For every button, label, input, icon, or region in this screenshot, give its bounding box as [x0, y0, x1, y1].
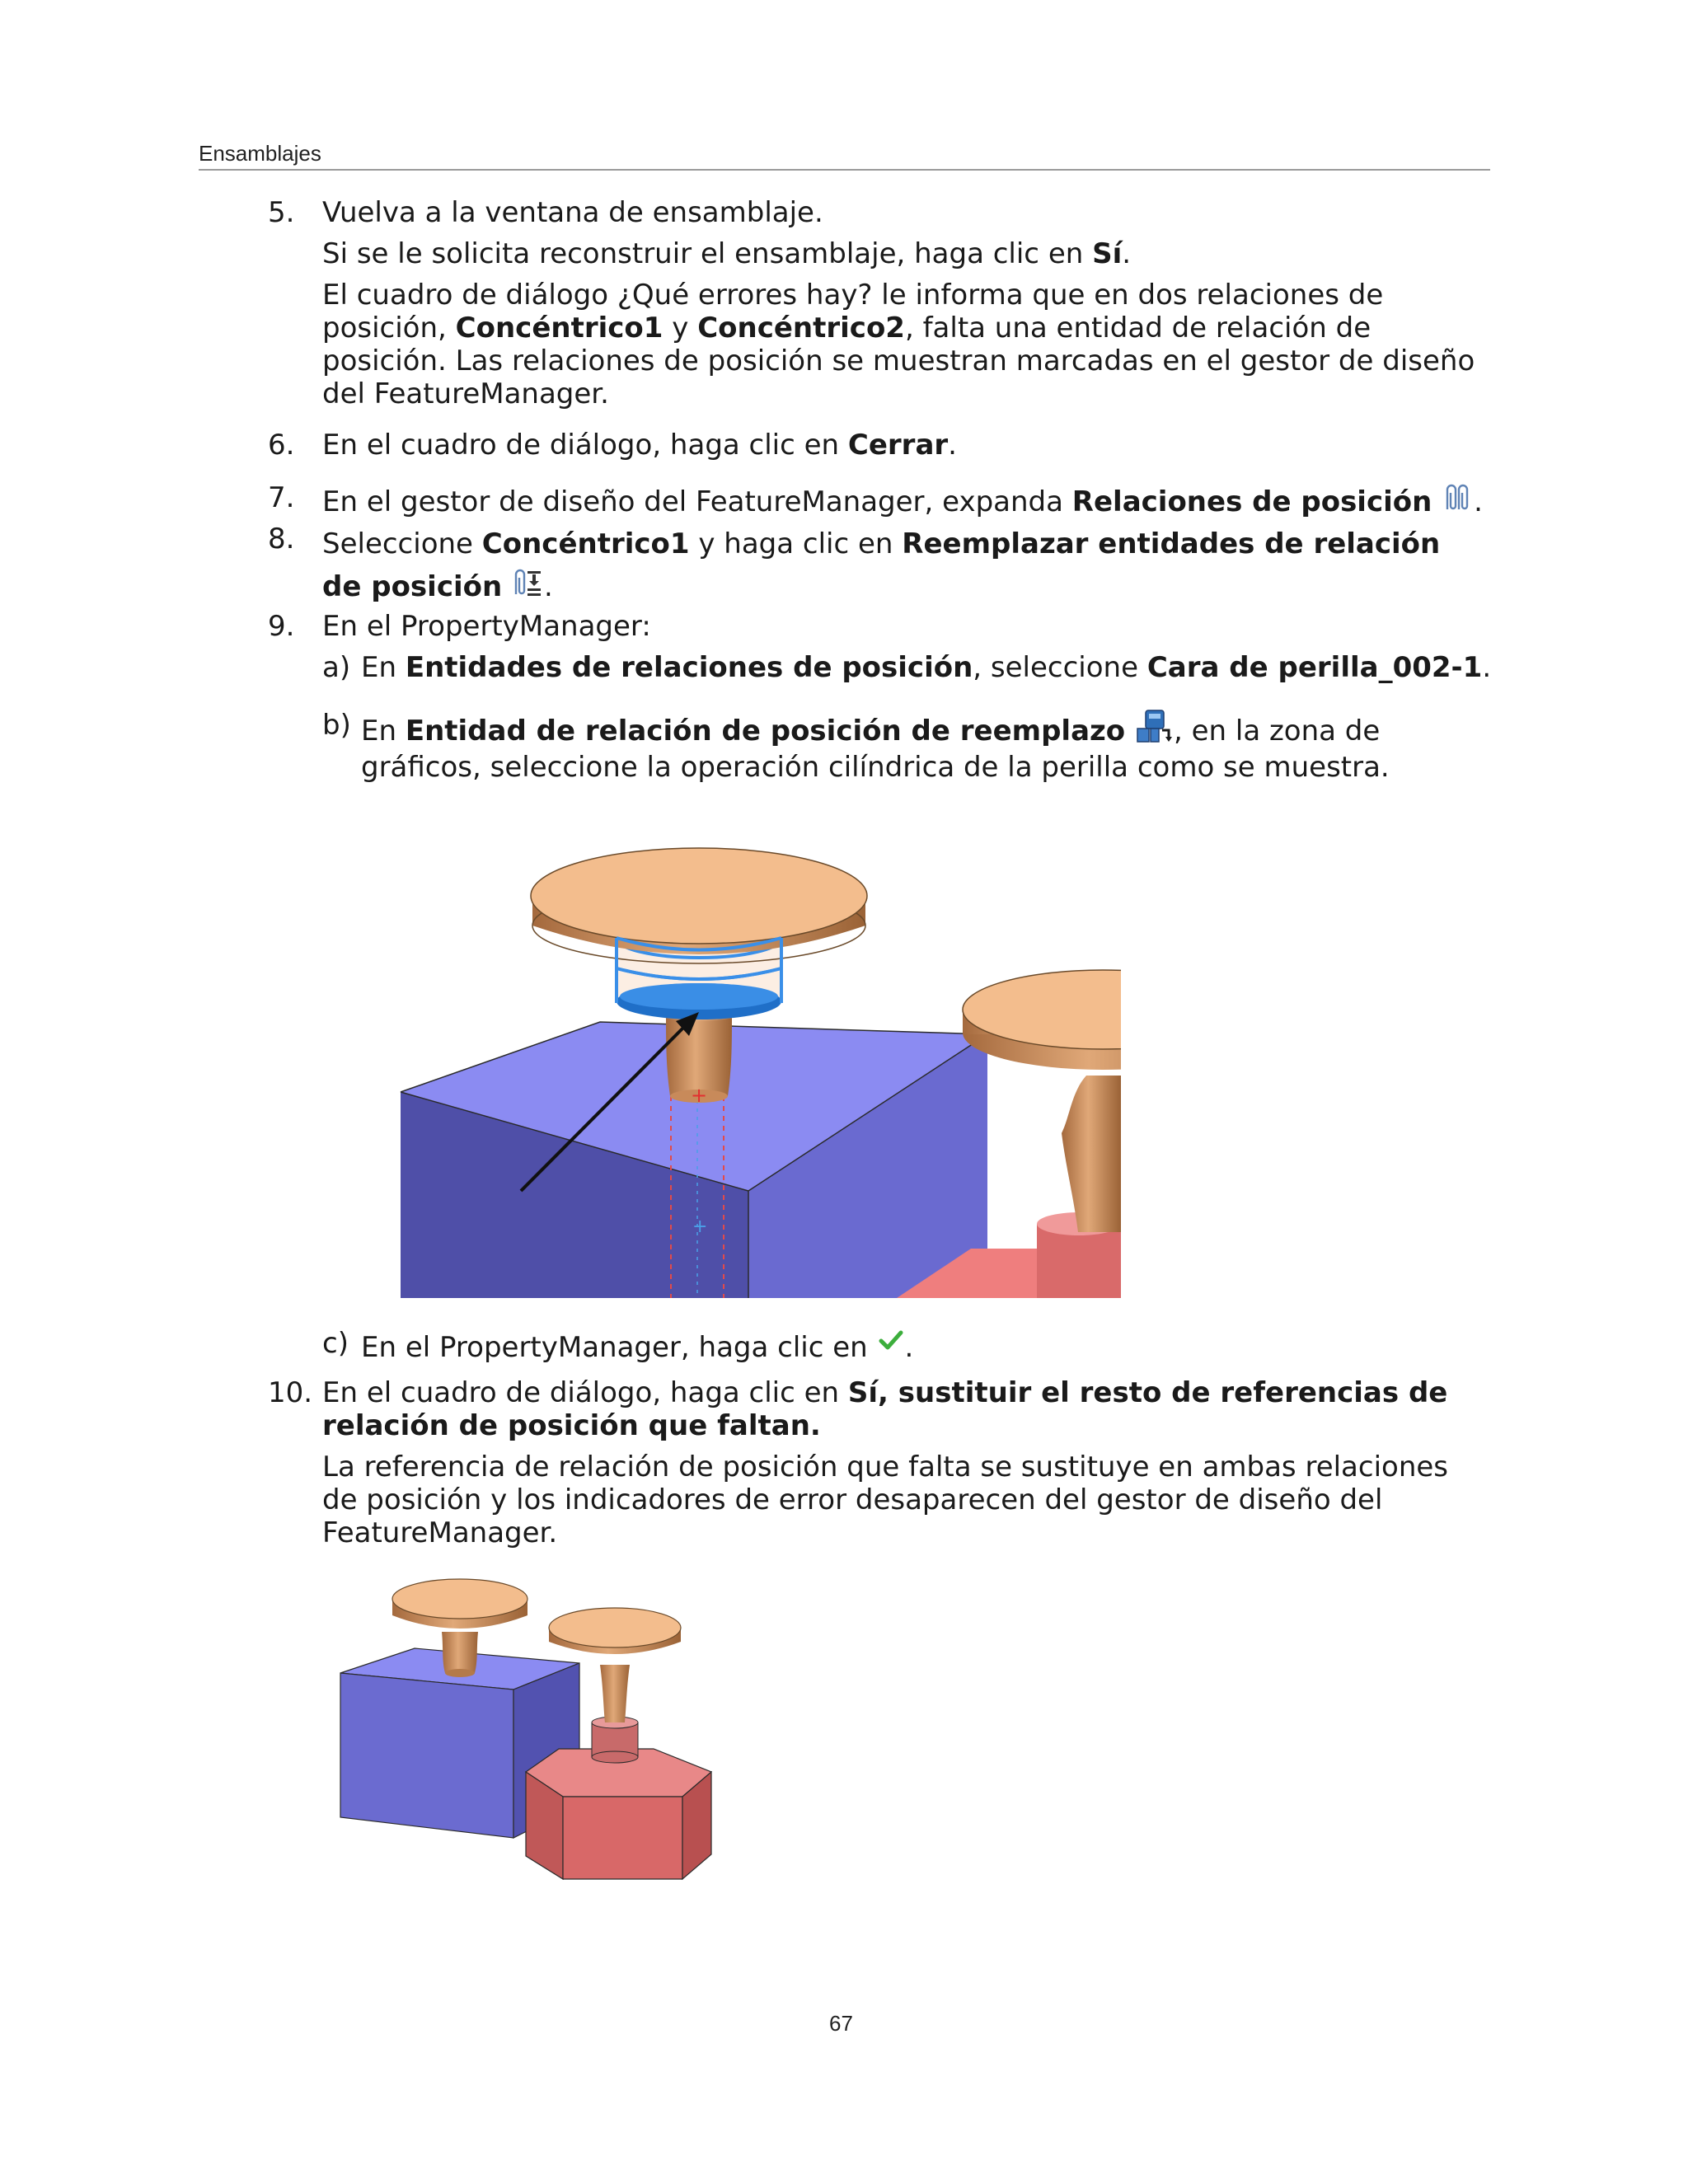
step-10-paragraph: La referencia de relación de posición que falta se sustituye en ambas relaciones de posición y los indicadores de error desaparecen del gestor de diseño del FeatureManager.	[322, 1451, 1449, 1549]
step-number-5: 5.	[268, 196, 295, 229]
svg-text:+: +	[691, 1084, 708, 1107]
step-6-text: En el cuadro de diálogo, haga clic en Cerrar.	[322, 429, 957, 462]
step-7-text: En el gestor de diseño del FeatureManager, expanda Relaciones de posición .	[322, 481, 1501, 522]
step-number-9: 9.	[268, 610, 295, 643]
svg-text:+: +	[692, 1216, 708, 1237]
replace-mate-entities-icon	[511, 566, 544, 612]
running-header: Ensamblajes	[199, 141, 321, 166]
green-checkmark-icon	[877, 1327, 905, 1367]
substep-c-label: c)	[322, 1327, 349, 1360]
step-number-6: 6.	[268, 429, 295, 462]
step-5-paragraph-1: Si se le solicita reconstruir el ensamblaje, haga clic en Sí.	[322, 237, 1132, 270]
step-number-10: 10.	[268, 1376, 313, 1409]
figure-knob-selection	[394, 845, 1121, 1298]
step-number-7: 7.	[268, 481, 295, 514]
substep-c-text: En el PropertyManager, haga clic en .	[361, 1327, 1548, 1367]
substep-a-label: a)	[322, 651, 351, 684]
step-9-text: En el PropertyManager:	[322, 610, 651, 643]
header-divider	[199, 169, 1490, 171]
step-5-paragraph-2: El cuadro de diálogo ¿Qué errores hay? le informa que en dos relaciones de posición, Concéntrico1 y Concéntrico2, falta una entidad de relación de posición. Las relaciones de posición se muestran marcadas en el gestor de diseño del FeatureManager.	[322, 279, 1475, 410]
mates-paperclip-icon	[1441, 481, 1474, 522]
page-number: 67	[829, 2011, 853, 2036]
step-10-text: En el cuadro de diálogo, haga clic en Sí, sustituir el resto de referencias de relación de posición que faltan.	[322, 1376, 1448, 1442]
step-number-8: 8.	[268, 523, 295, 555]
figure-assembly-result	[336, 1566, 724, 1887]
step-5-text: Vuelva a la ventana de ensamblaje.	[322, 196, 823, 229]
substep-a-text: En Entidades de relaciones de posición, seleccione Cara de perilla_002-1.	[361, 651, 1492, 684]
step-8-text: Seleccione Concéntrico1 y haga clic en Reemplazar entidades de relación de posición .	[322, 523, 1484, 612]
substep-b-label: b)	[322, 709, 351, 742]
replacement-entity-icon	[1134, 709, 1174, 751]
substep-b-text: En Entidad de relación de posición de reemplazo , en la zona de gráficos, seleccione la operación cilíndrica de la perilla como se muestra.	[361, 709, 1498, 784]
